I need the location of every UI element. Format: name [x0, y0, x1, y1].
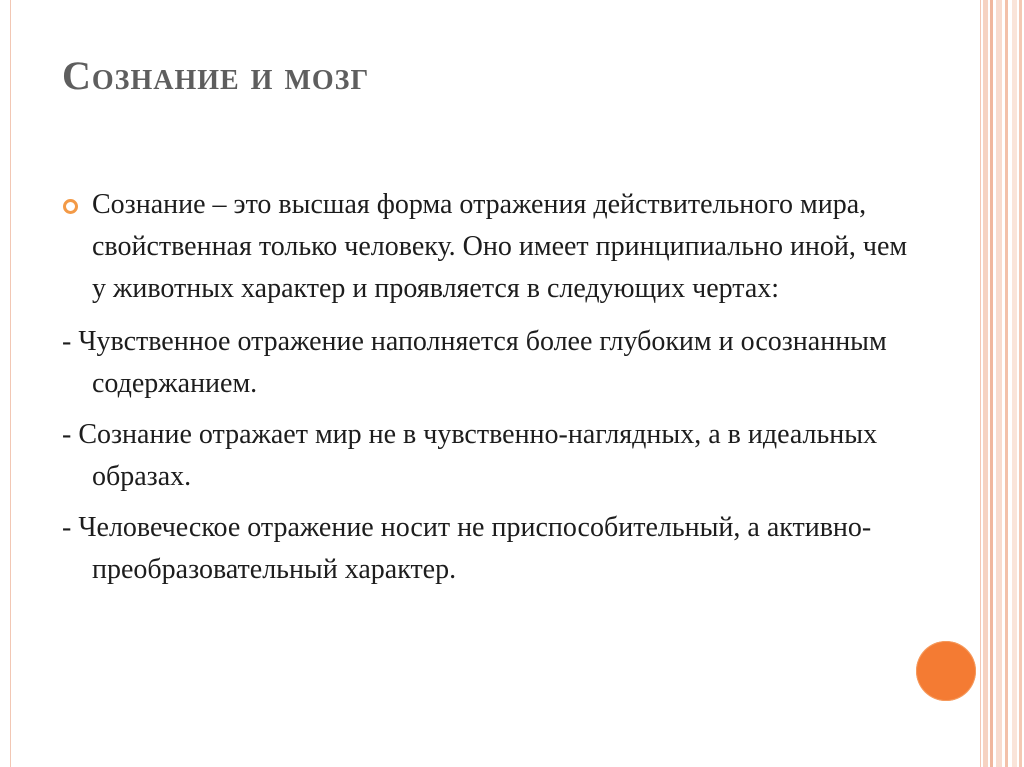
- slide-title: Сознание и мозг: [62, 53, 370, 98]
- orange-circle-icon: [916, 641, 976, 701]
- right-border-stripe: [983, 0, 988, 767]
- dash-list-item: - Сознание отражает мир не в чувственно-наглядных, а в идеальных образах.: [62, 419, 878, 492]
- right-border-stripe: [1012, 0, 1017, 767]
- right-border-stripe: [996, 0, 1002, 767]
- right-border-stripe: [1019, 0, 1022, 767]
- bullet-text: Сознание – это высшая форма отражения действительного мира, свойственная только человеку. Оно имеет принципиально иной, чем у животных характер и проявляется в следующих чертах:: [92, 189, 908, 304]
- dash-list-item: - Человеческое отражение носит не приспособительный, а активно-преобразовательный характер.: [62, 512, 872, 585]
- right-border-stripe: [1005, 0, 1008, 767]
- bullet-circle-icon: [63, 199, 78, 214]
- slide-body: [62, 184, 922, 600]
- dash-list-item: - Чувственное отражение наполняется более глубоким и осознанным содержанием.: [62, 326, 887, 399]
- bullet-paragraph: [62, 184, 922, 310]
- right-border-stripe: [990, 0, 993, 767]
